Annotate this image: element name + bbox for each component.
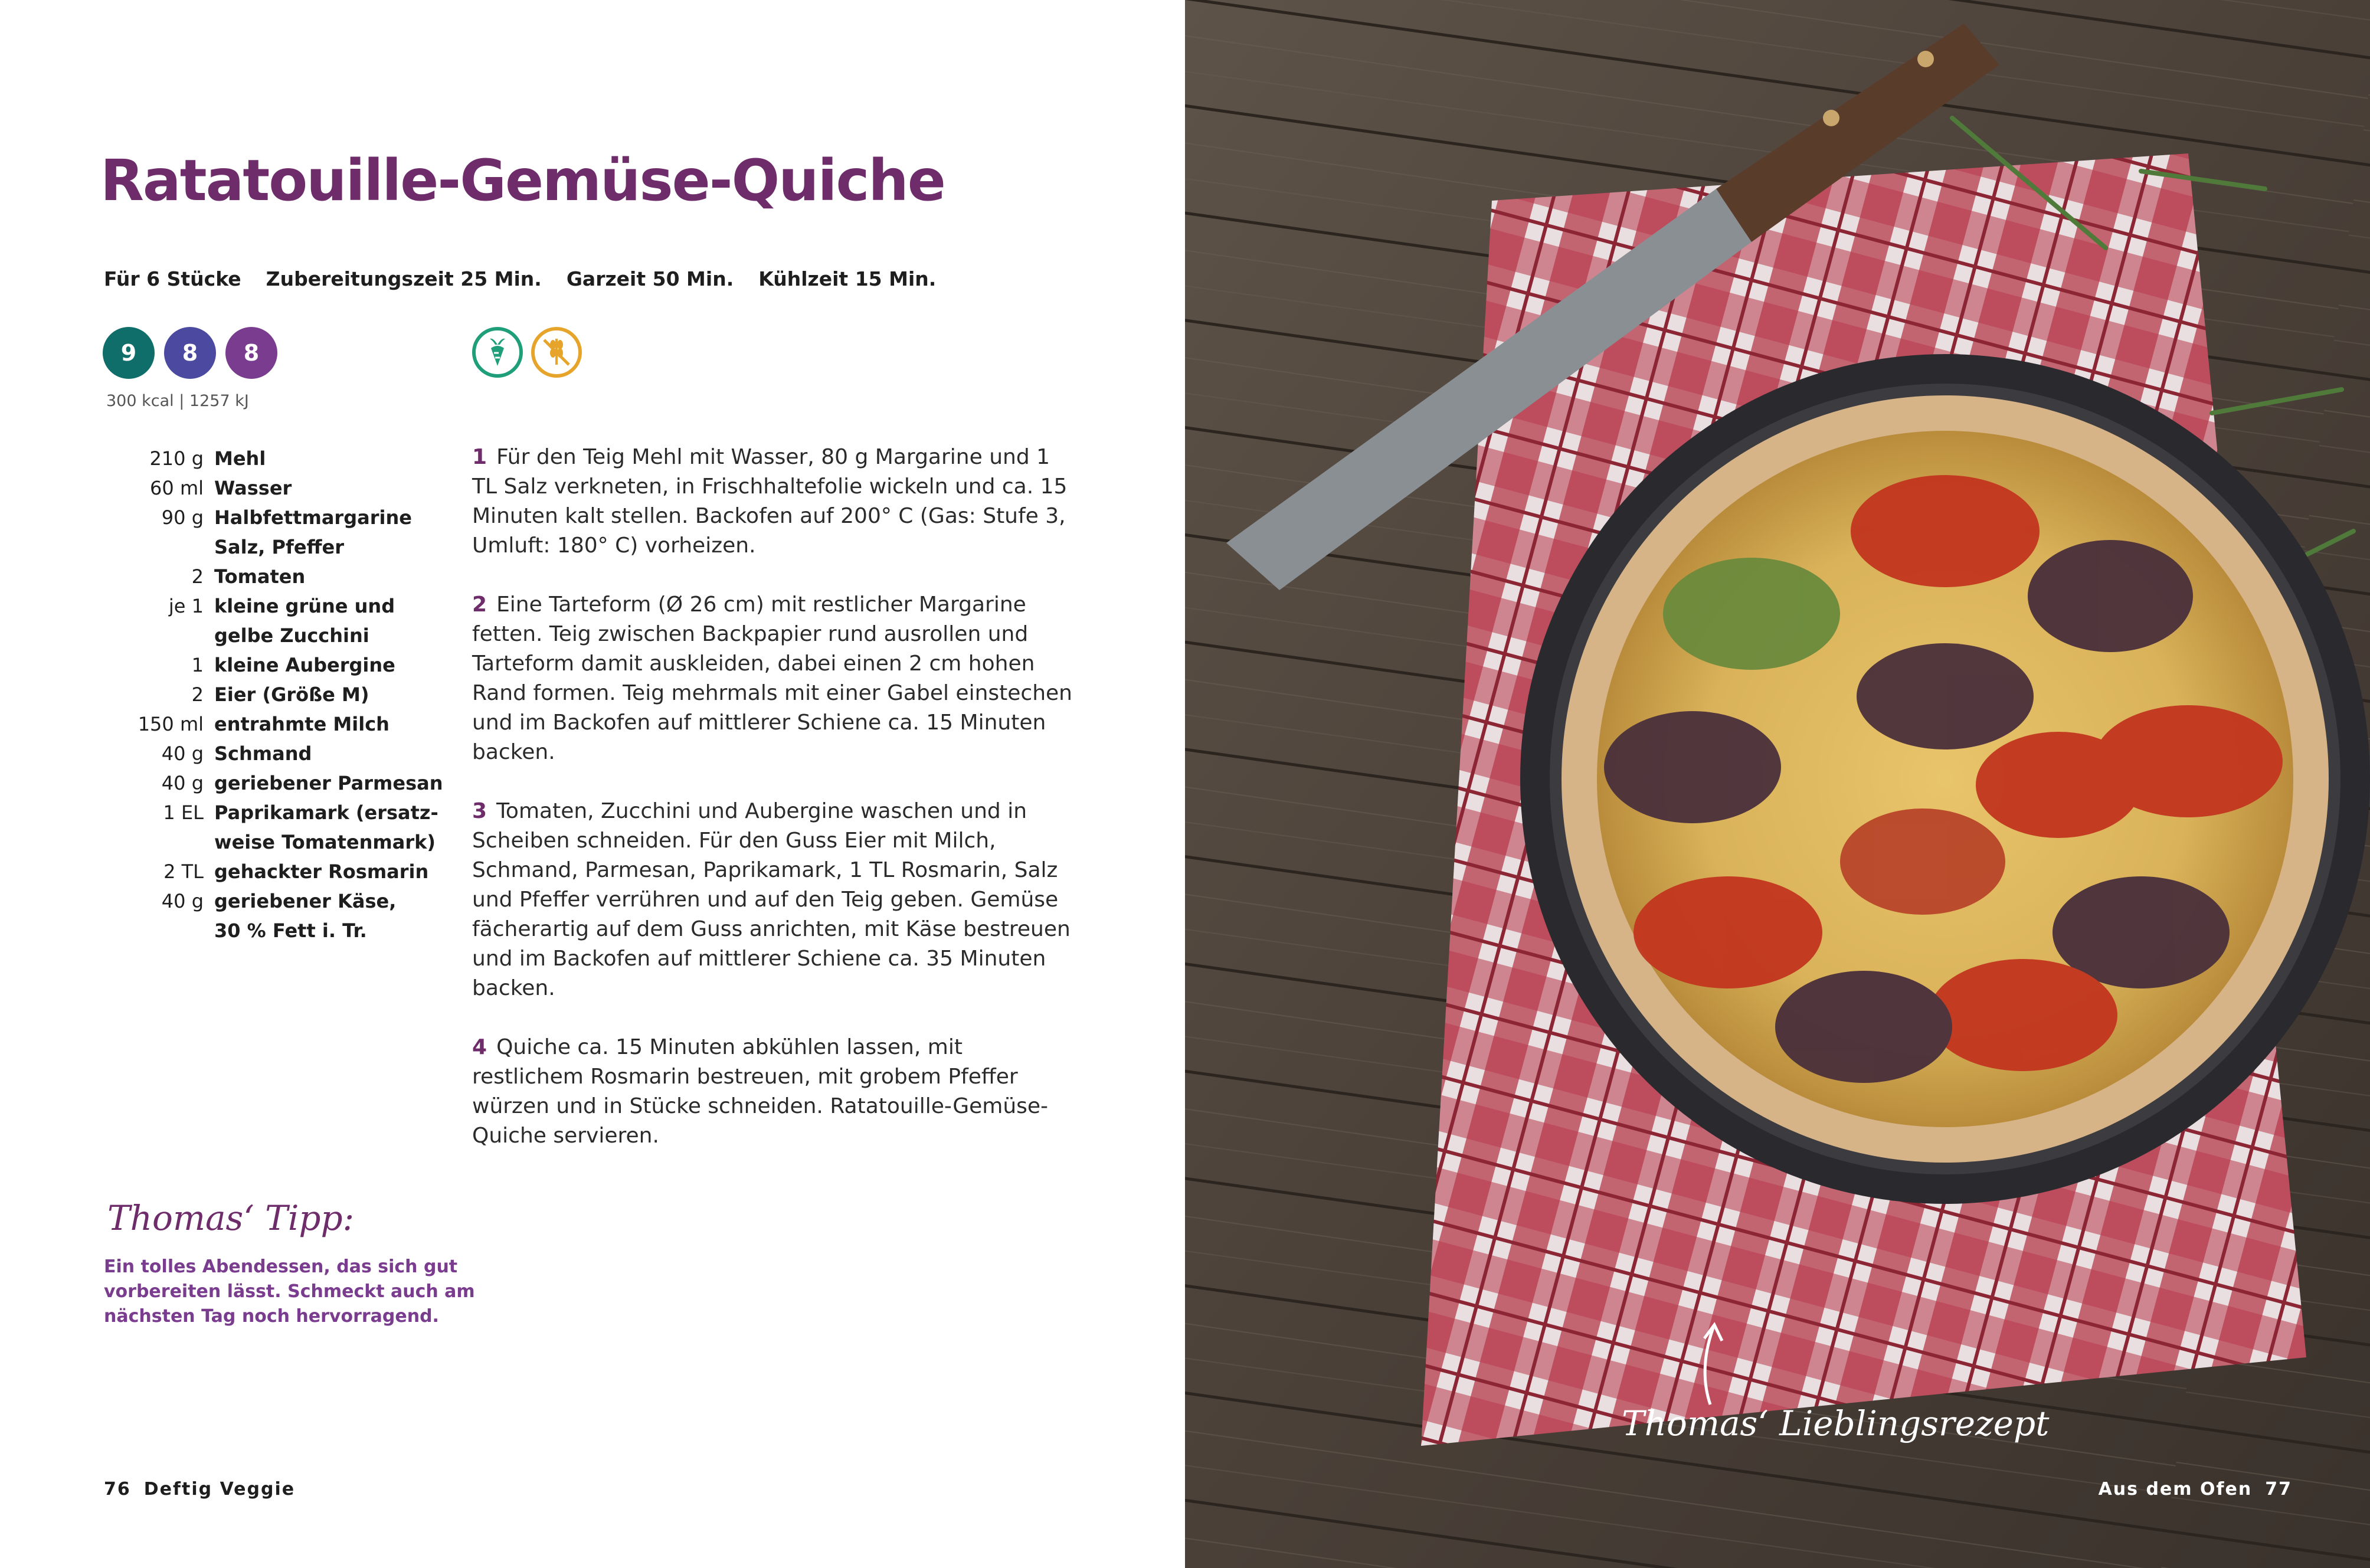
footer-right bbox=[2099, 1479, 2292, 1500]
step bbox=[472, 443, 1074, 561]
points-blue: 8 bbox=[164, 327, 216, 379]
ingredient-name: Schmand bbox=[214, 742, 312, 765]
ingredient-name: Halbfettmargarine Salz, Pfeffer bbox=[214, 506, 412, 558]
ingredient-name: Eier (Größe M) bbox=[214, 683, 369, 706]
step-number: 1 bbox=[472, 445, 487, 469]
ingredient-item bbox=[118, 680, 450, 709]
ingredient-name: geriebener Käse, 30 % Fett i. Tr. bbox=[214, 890, 397, 942]
servings: Für 6 Stücke bbox=[104, 267, 241, 290]
ingredient-name: entrahmte Milch bbox=[214, 713, 389, 735]
vegetarian-icon bbox=[472, 327, 523, 378]
ingredient-item bbox=[118, 886, 450, 945]
step-text: Für den Teig Mehl mit Wasser, 80 g Margarine und 1 TL Salz verkneten, in Frischhaltefolie wickeln und ca. 15 Minuten kalt stellen. Backofen auf 200° C (Gas: Stufe 3, Umluft: 180° C) vorheizen. bbox=[472, 445, 1068, 558]
ingredient-name: Wasser bbox=[214, 477, 292, 499]
step-text: Eine Tarteform (Ø 26 cm) mit restlicher Margarine fetten. Teig zwischen Backpapier rund ausrollen und Tarteform damit auskleiden, dabei einen 2 cm hohen Rand formen. Teig mehrmals mit einer Gabel einstechen und im Backofen auf mittlerer Schiene ca. 15 Minuten backen. bbox=[472, 592, 1072, 764]
footer-left bbox=[104, 1479, 295, 1500]
step-number: 4 bbox=[472, 1035, 487, 1059]
ingredient-item bbox=[118, 798, 450, 857]
tip-title: Thomas‘ Tipp: bbox=[107, 1198, 355, 1238]
step-text: Quiche ca. 15 Minuten abkühlen lassen, mit restlichem Rosmarin bestreuen, mit grobem Pfeffer würzen und in Stücke schneiden. Ratatouille-Gemüse-Quiche servieren. bbox=[472, 1035, 1049, 1148]
diet-badges bbox=[472, 327, 582, 378]
ingredient-item bbox=[118, 503, 450, 562]
ingredient-item bbox=[118, 562, 450, 591]
ingredient-item bbox=[118, 473, 450, 503]
tip-text: Ein tolles Abendessen, das sich gut vorbereiten lässt. Schmeckt auch am nächsten Tag noch hervorragend. bbox=[104, 1256, 475, 1327]
ingredient-name: kleine grüne und gelbe Zucchini bbox=[214, 595, 395, 647]
page-number: 77 bbox=[2265, 1479, 2292, 1500]
ingredient-item bbox=[118, 857, 450, 886]
cook-time: Garzeit 50 Min. bbox=[566, 267, 734, 290]
recipe-title: Ratatouille-Gemüse-Quiche bbox=[100, 148, 945, 214]
ingredient-amount: 40 g bbox=[161, 742, 204, 765]
step-number: 3 bbox=[472, 799, 487, 823]
ingredient-item bbox=[118, 591, 450, 650]
ingredient-name: geriebener Parmesan bbox=[214, 772, 443, 794]
ingredient-amount: 40 g bbox=[161, 890, 204, 912]
ingredient-item bbox=[118, 709, 450, 739]
points-purple: 8 bbox=[225, 327, 277, 379]
ingredient-name: kleine Aubergine bbox=[214, 654, 395, 676]
ingredient-name: Tomaten bbox=[214, 565, 306, 588]
step-text: Tomaten, Zucchini und Aubergine waschen und in Scheiben schneiden. Für den Guss Eier mit Milch, Schmand, Parmesan, Paprikamark, 1 TL Rosmarin, Salz und Pfeffer verrühren und auf den Teig geben. Gemüse fächerartig auf dem Guss anrichten, mit Käse bestreuen und im Backofen auf mittlerer Schiene ca. 35 Minuten backen. bbox=[472, 799, 1071, 1000]
ingredient-amount: je 1 bbox=[168, 595, 204, 617]
ingredient-name: gehackter Rosmarin bbox=[214, 860, 429, 883]
step-number: 2 bbox=[472, 592, 487, 617]
step bbox=[472, 797, 1074, 1003]
points-green: 9 bbox=[103, 327, 155, 379]
ingredient-amount: 90 g bbox=[161, 506, 204, 529]
favorite-label: Thomas‘ Lieblingsrezept bbox=[1622, 1403, 2050, 1443]
nutrition-info: 300 kcal | 1257 kJ bbox=[106, 392, 249, 410]
instruction-steps bbox=[472, 443, 1074, 1180]
ingredient-amount: 60 ml bbox=[150, 477, 204, 499]
ingredient-item bbox=[118, 650, 450, 680]
ingredient-item bbox=[118, 768, 450, 798]
gluten-free-icon bbox=[531, 327, 582, 378]
ingredient-item bbox=[118, 444, 450, 473]
ingredient-amount: 1 bbox=[191, 654, 204, 676]
step bbox=[472, 590, 1074, 767]
ingredient-amount: 2 bbox=[191, 565, 204, 588]
ingredient-name: Paprikamark (ersatz- weise Tomatenmark) bbox=[214, 801, 438, 853]
step bbox=[472, 1033, 1074, 1151]
ingredient-amount: 210 g bbox=[149, 447, 204, 470]
points-badges bbox=[103, 327, 277, 379]
section-name: Aus dem Ofen bbox=[2098, 1479, 2253, 1500]
ingredient-amount: 40 g bbox=[161, 772, 204, 794]
recipe-meta bbox=[104, 267, 936, 290]
chill-time: Kühlzeit 15 Min. bbox=[758, 267, 937, 290]
section-name: Deftig Veggie bbox=[143, 1479, 296, 1500]
ingredient-list bbox=[118, 444, 450, 945]
ingredient-item bbox=[118, 739, 450, 768]
ingredient-name: Mehl bbox=[214, 447, 266, 470]
right-page bbox=[1185, 0, 2370, 1568]
ingredient-amount: 2 TL bbox=[163, 860, 204, 883]
ingredient-amount: 150 ml bbox=[138, 713, 204, 735]
page-number: 76 bbox=[104, 1479, 131, 1500]
quiche-photo bbox=[1185, 0, 2370, 1568]
ingredient-amount: 1 EL bbox=[163, 801, 204, 824]
prep-time: Zubereitungszeit 25 Min. bbox=[266, 267, 542, 290]
ingredient-amount: 2 bbox=[191, 683, 204, 706]
